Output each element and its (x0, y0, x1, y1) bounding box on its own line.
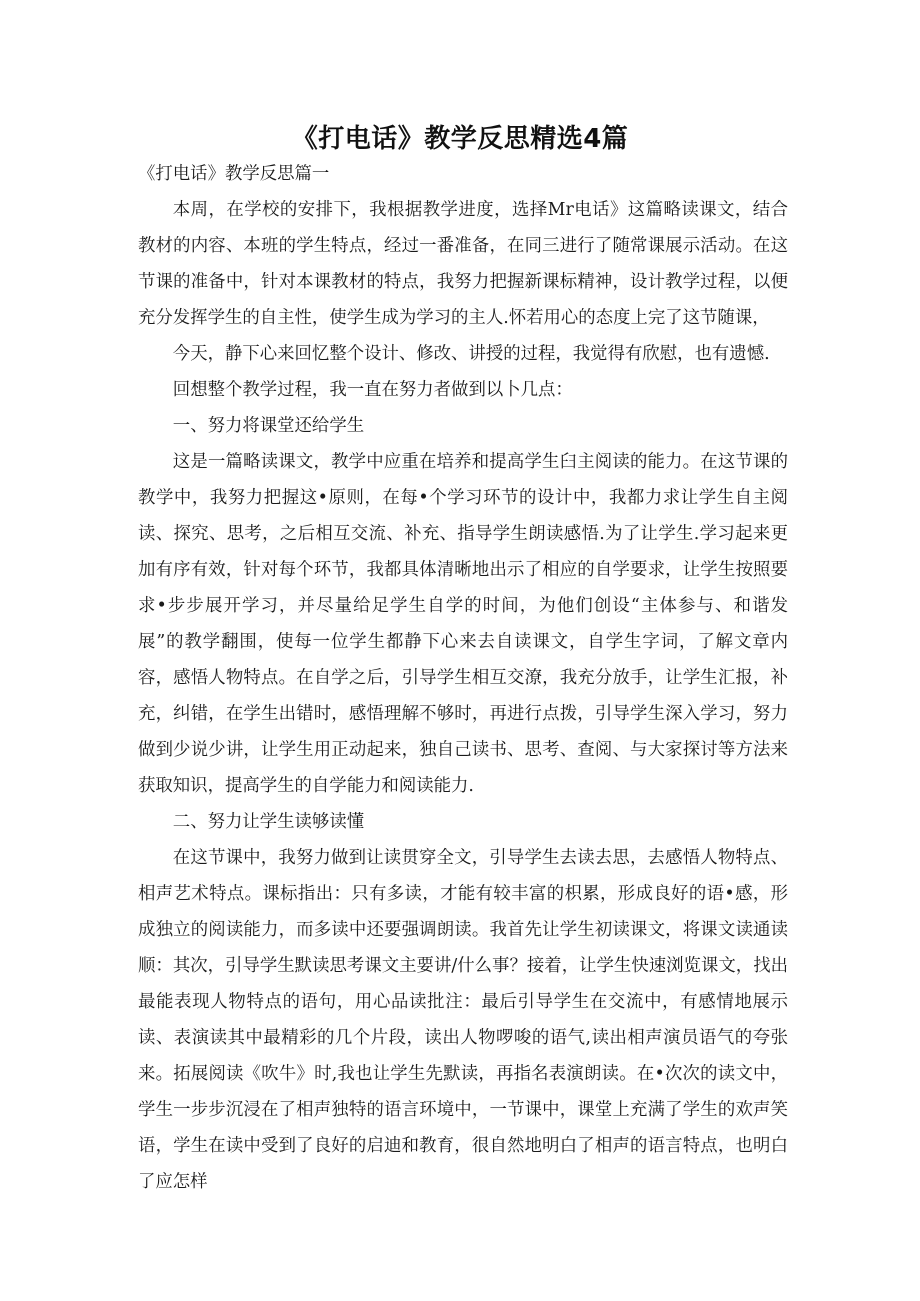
paragraph: 本周，在学校的安排下，我根据教学进度，选择Mr电话》这篇略读课文，结合教材的内容、本班的学生特点，经过一番准备，在同三进行了随常课展示活动。在这节课的准备中，针对本课教材的特点，我努力把握新课标精神，设计教学过程，以便充分发挥学生的自主性，使学生成为学习的主人.怀若用心的态度上完了这节随课， (138, 200, 788, 328)
subheading: 一、努力将课堂还给学生 (172, 416, 365, 436)
paragraph: 这是一篇略读课文，教学中应重在培养和提高学生臼主阅读的能力。在这节课的教学中，我努力把握这•原则，在每•个学习环节的设计中，我都力求让学生自主阅读、探究、思考，之后相互交流、补充、指导学生朗读感悟.为了让学生.学习起来更加有序有效，针对每个环节，我都具体清晰地出示了相应的自学要求，让学生按照要求•步步展开学习，并尽量给足学生自学的时间，为他们创设“主体参与、和谐发展”的教学翻围，使每一位学生都静下心来去自读课文，自学生字词，了解文章内容，感悟人物特点。在自学之后，引导学生相互交潦，我充分放手，让学生汇报，补充，纠错，在学生出错时，感悟理解不够时，再进行点拨，引导学生深入学习，努力做到少说少讲，让学生用正动起来，独自己读书、思考、查阅、与大家探讨等方法来获取知识，提高学生的自学能力和阅读能力. (138, 452, 788, 796)
paragraph: 在这节课中，我努力做到让读贯穿全文，引导学生去读去思，去感悟人物特点、相声艺术特点。课标指出：只有多读，才能有较丰富的枳累，形成良好的语•感，形成独立的阅读能力，而多读中还要强调朗读。我首先让学生初读课文，将课文读通读顺：其次，引导学生默读思考课文主要讲/什么事？接着，让学生快速浏览课文，找出最能表现人物特点的语句，用心品读批注：最后引导学生在交流中，有感情地展示读、表演读其中最精彩的几个片段，读出人物啰唆的语气,读出相声演员语气的夸张来。拓展阅读《吹牛》时,我也让学生先默读，再指名表演朗读。在•次次的读文中，学生一步步沉浸在了相声独特的语言环境中，一节课中，课堂上充满了学生的欢声笑语，学生在读中受到了良好的启迪和教育，很自然地明白了相声的语言特点，也明白了应怎样 (138, 848, 788, 1192)
document-title: 《打电话》教学反思精选4篇 (291, 124, 629, 154)
document-body (138, 156, 788, 1200)
section-heading: 《打电话》教学反思篇一 (138, 164, 330, 184)
subheading: 二、努力让学生读够读懂 (172, 812, 365, 832)
paragraph: 今天，静下心来回忆整个设计、修改、讲授的过程，我觉得有欣慰，也有遗憾. (172, 344, 770, 364)
paragraph: 回想整个教学过程，我一直在努力者做到以卜几点： (172, 380, 573, 400)
